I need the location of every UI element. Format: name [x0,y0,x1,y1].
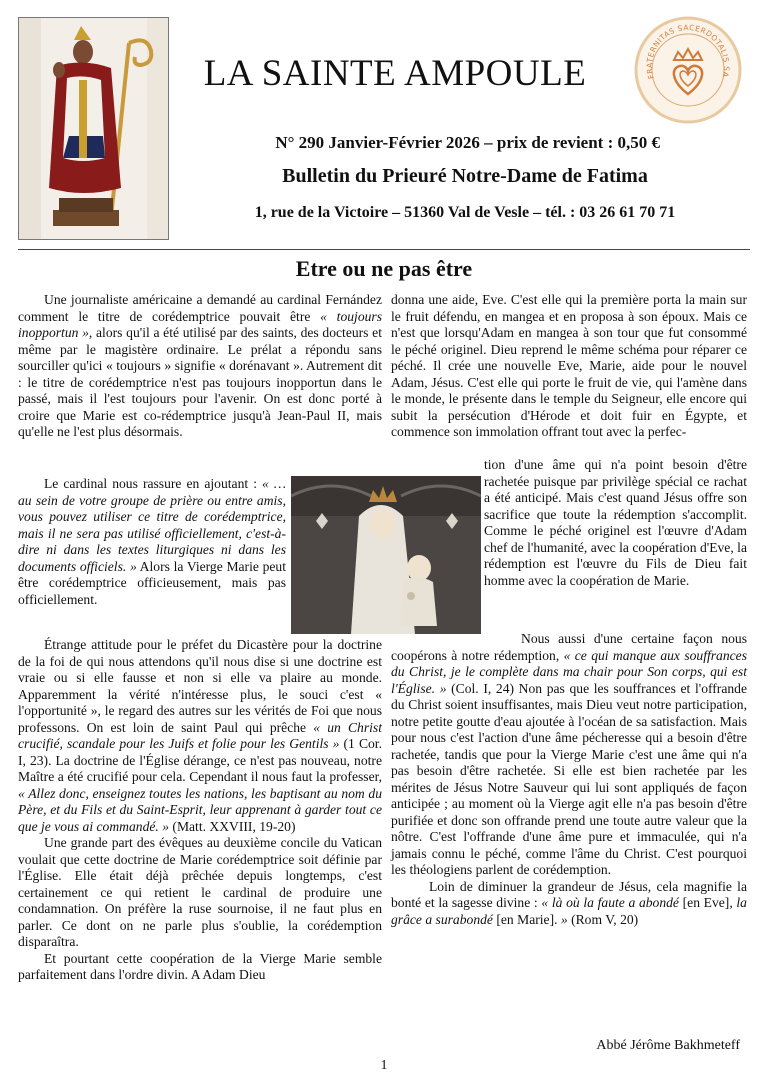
paragraph: Loin de diminuer la grandeur de Jésus, cela magnifie la bonté et la sagesse divine : « là où la faute a abondé [en Eve], la grâce a surabondé [en Marie]. » (Rom V, 20) [391,878,747,927]
article-column-left-top [18,292,382,441]
article-column-right-mid [484,457,747,589]
svg-text:FRATERNITAS SACERDOTALIS SANCT: FRATERNITAS SACERDOTALIS SA [644,23,732,80]
bulletin-subtitle: Bulletin du Prieuré Notre-Dame de Fatima [282,165,648,187]
issue-info: N° 290 Janvier-Février 2026 – prix de revient : 0,50 € [275,133,660,152]
paragraph: donna une aide, Eve. C'est elle qui la première porta la main sur le fruit défendu, en mangea et en proposa à son époux. Mais ce n'est que lorsqu'Adam en mangea à son tour que fut consommé le péché originel. Dieu reprend le même schéma pour réparer ce péché. Il crée une nouvelle Eve, Marie, aide pour le nouvel Adam, Jésus. C'est elle qui porte le fruit de vie, qui l'amène dans le monde, le présente dans le temple du Seigneur, elle encore qui subit la persécution d'Hérode et doit fuir en Égypte, et commence son immolation offrant tout avec la perfec- [391,292,747,439]
priory-address: 1, rue de la Victoire – 51360 Val de Vesle – tél. : 03 26 61 70 71 [254,204,676,221]
article-column-left-mid [18,476,286,608]
paragraph: Une grande part des évêques au deuxième concile du Vatican voulait que cette doctrine de Marie corédemptrice soit définie par l'Église. Elle était déjà prêchée depuis longtemps, c'est certainement ce qui retient le cardinal de produire une condamnation. On préfère la ruse sournoise, il ne faut plus en parler. Ce dont on ne parle plus s'oublie, la corédemption disparaîtra. [18,835,382,949]
madonna-and-child-photo [291,476,481,634]
article-column-right-top [391,292,747,441]
paragraph: Étrange attitude pour le préfet du Dicastère pour la doctrine de la foi de qui nous attendons qu'il nous dise si une doctrine est vraie ou si elle fausse et non si elle va plaire au monde. Apparemment la vérité n'intéresse plus, le souci c'est « l'opportunité », le regard des autres sur les vérités de Foi que nous professons. On est loin de saint Paul qui prêche « un Christ crucifié, scandale pour les Juifs et folie pour les Gentils » (1 Cor. I, 23). La doctrine de l'Église dérange, ce n'est pas nouveau, notre Maître a été crucifié pour cela. Cependant il nous faut la professer, « Allez donc, enseignez toutes les nations, les baptisant au nom du Père, et du Fils et du Saint-Esprit, leur apprenant à garder tout ce que je vous ai commandé. » (Matt. XXVIII, 19-20) [18,637,382,834]
article-title: Etre ou ne pas être [295,256,473,281]
fraternity-seal-logo [634,16,742,124]
paragraph: Et pourtant cette coopération de la Vierge Marie semble parfaitement dans l'ordre divin. A Adam Dieu [18,950,382,982]
paragraph: tion d'une âme qui n'a point besoin d'être rachetée puisque par privilège spécial ce rachat a été anticipé. Mais c'est quand Jésus offre son sacrifice que toute la rédemption s'accomplit. Comme le péché originel est l'œuvre d'Adam chef de l'humanité, avec la coopération d'Eve, la rédemption est l'œuvre du Fils de Dieu fait homme avec la coopération de Marie. [484,457,747,588]
article-column-left-bottom [18,637,382,984]
paragraph: Nous aussi d'une certaine façon nous coopérons à notre rédemption, « ce qui manque aux souffrances du Christ, je le complète dans ma chair pour Son corps, qui est l'Église. » (Col. I, 24) Non pas que les souffrances et l'offrande du Christ soient insuffisantes, mais Dieu veut notre participation, notre petite goutte d'eau ajoutée à l'océan de sa satisfaction. Mais pour nous c'est l'action d'une âme pécheresse qui a besoin d'être rachetée, tandis que pour la Vierge Marie c'est une âme qui n'a pas besoin d'être rachetée. Si elle est bien rachetée par les mérites de Jésus Notre Sauveur qui lui sont appliqués de façon anticipée ; au moment où la Vierge agit elle n'a pas besoin d'être purifiée et donc son offrande prend une toute autre valeur que la nôtre. C'est l'offrande d'une âme pure et immaculée, qui n'a jamais connu le péché, comme l'âme du Christ. C'est pourquoi les théologiens parlent de corédemption. [391,631,748,877]
paragraph: Le cardinal nous rassure en ajoutant : « …au sein de votre groupe de prière ou entre amis, vous pouvez utiliser ce titre de corédemptrice, mais il ne sera pas utilisé officiellement, c'est-à-dire ni dans les textes liturgiques ni dans les documents officiels. » Alors la Vierge Marie peut être corédemptrice officieusement, mais pas officiellement. [18,476,286,607]
author-signature: Abbé Jérôme Bakhmeteff [596,1038,740,1053]
page-number: 1 [380,1058,388,1073]
header-divider [18,249,750,250]
paragraph: Une journaliste américaine a demandé au cardinal Fernández comment le titre de corédemptrice pouvait être « toujours inopportun », alors qu'il a été utilisé par des saints, des docteurs et même par le magistère ordinaire. Le prélat a répondu sans sourciller qu'ici « toujours » signifie « dorénavant ». Autrement dit : le titre de corédemptrice n'est pas toujours inopportun dans le passé, mais il l'est toujours pour l'avenir. On est donc porté à croire que Marie est co-rédemptrice jusqu'à Jean-Paul II, mais qu'elle ne l'est plus désormais. [18,292,382,439]
newsletter-title: LA SAINTE AMPOULE [203,53,587,94]
article-column-right-bottom [391,631,747,928]
saint-statue-photo [18,17,169,240]
